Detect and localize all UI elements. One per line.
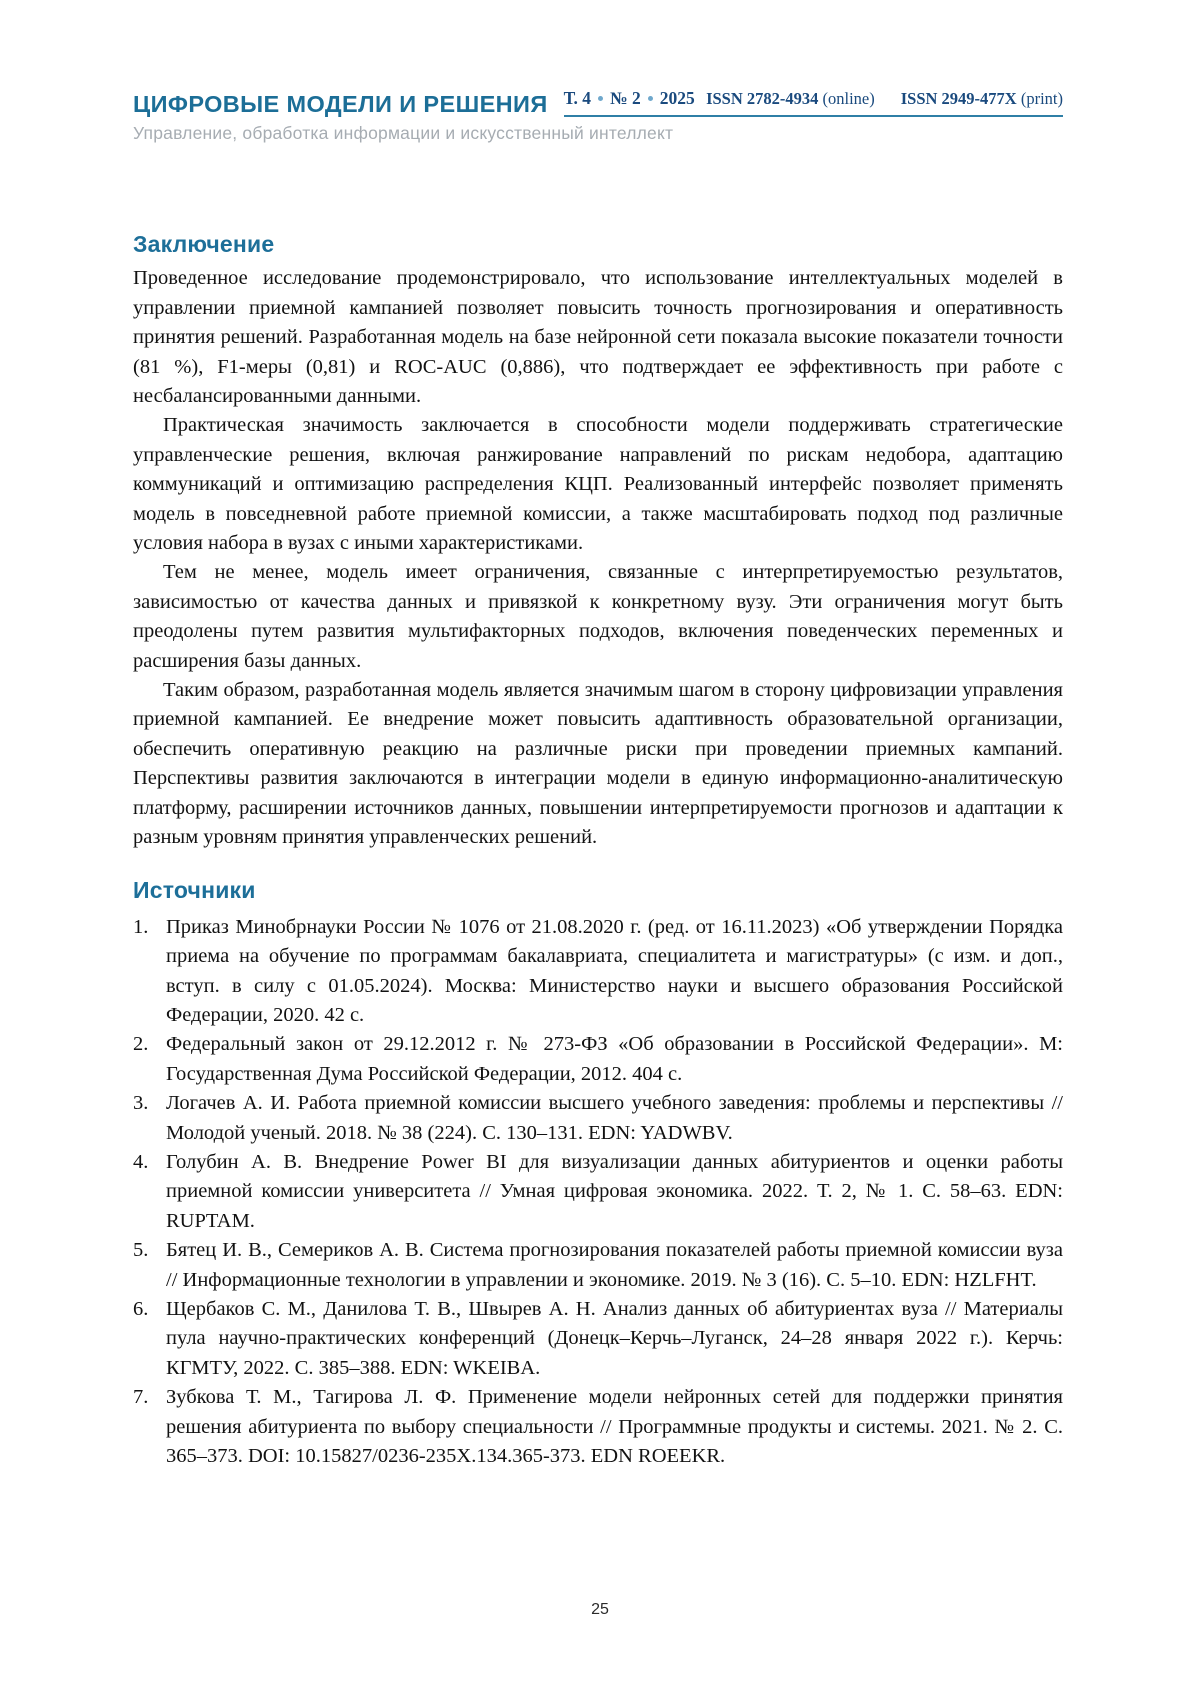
reference-number: 5. xyxy=(133,1239,149,1262)
journal-title: ЦИФРОВЫЕ МОДЕЛИ И РЕШЕНИЯ xyxy=(133,91,548,118)
paragraph: Таким образом, разработанная модель является значимым шагом в сторону цифровизации управления приемной кампанией. Ее внедрение может повысить адаптивность образовательной организации, обеспечить оперативную реакцию на различные риски при проведении приемных кампаний. Перспективы развития заключаются в интеграции модели в единую информационно-аналитическую платформу, расширении источников данных, повышении интерпретируемости прогнозов и адаптации к разным уровням принятия управленческих решений. xyxy=(133,678,1063,849)
reference-item xyxy=(133,1089,1063,1148)
paragraph: Практическая значимость заключается в способности модели поддерживать стратегические управленческие решения, включая ранжирование направлений по рискам недобора, адаптацию коммуникаций и оптимизацию распределения КЦП. Реализованный интерфейс позволяет применять модель в повседневной работе приемной комиссии, а также масштабировать подход под различные условия набора в вузах с иными характеристиками. xyxy=(133,414,1063,554)
issn-print: ISSN 2949-477X xyxy=(900,89,1017,108)
paragraph: Тем не менее, модель имеет ограничения, связанные с интерпретируемостью результатов, зависимостью от качества данных и привязкой к конкретному вузу. Эти ограничения могут быть преодолены путем развития мультифакторных подходов, включения поведенческих переменных и расширения базы данных. xyxy=(133,561,1063,672)
volume-label: Т. 4 xyxy=(563,88,592,108)
paragraph: Проведенное исследование продемонстрировало, что использование интеллектуальных моделей в управлении приемной кампанией позволяет повысить точность прогнозирования и оперативность принятия решений. Разработанная модель на базе нейронной сети показала высокие показатели точности (81 %), F1-меры (0,81) и ROC-AUC (0,886), что подтверждает ее эффективность при работе с несбалансированными данными. xyxy=(133,267,1063,407)
reference-number: 7. xyxy=(133,1386,149,1409)
reference-list xyxy=(133,913,1063,1472)
issue-label: № 2 xyxy=(610,88,641,108)
reference-number: 2. xyxy=(133,1033,149,1056)
issn-online: ISSN 2782-4934 xyxy=(706,89,819,108)
reference-text: Приказ Минобрнауки России № 1076 от 21.08.2020 г. (ред. от 16.11.2023) «Об утверждении Порядка приема на обучение по программам бакалавриата, специалитета и магистратуры» (с изм. и доп., вступ. в силу с 01.05.2024). Москва: Министерство науки и высшего образования Российской Федерации, 2020. 42 с. xyxy=(166,915,1063,1026)
article-body xyxy=(133,232,1063,1471)
separator-dot-icon xyxy=(598,96,603,101)
sources-section xyxy=(133,878,1063,1471)
section-title-conclusion: Заключение xyxy=(133,231,275,257)
header-meta xyxy=(564,88,1063,117)
reference-number: 4. xyxy=(133,1150,149,1173)
section-title-sources: Источники xyxy=(133,877,256,904)
reference-text: Зубкова Т. М., Тагирова Л. Ф. Применение модели нейронных сетей для поддержки принятия решения абитуриента по выбору специальности // Программные продукты и системы. 2021. № 2. С. 365–373. DOI: 10.15827/0236-235X.134.365-373. EDN ROEEKR. xyxy=(166,1386,1063,1468)
reference-text: Логачев А. И. Работа приемной комиссии высшего учебного заведения: проблемы и перспективы // Молодой ученый. 2018. № 38 (224). С. 130–131. EDN: YADWBV. xyxy=(166,1092,1063,1144)
year-label: 2025 xyxy=(659,88,695,108)
reference-item xyxy=(133,1030,1063,1089)
reference-text: Бятец И. В., Семериков А. В. Система прогнозирования показателей работы приемной комиссии вуза // Информационные технологии в управлении и экономике. 2019. № 3 (16). С. 5–10. EDN: HZLFHT. xyxy=(166,1239,1063,1291)
reference-item xyxy=(133,1295,1063,1383)
reference-item xyxy=(133,1236,1063,1295)
issn-online-label: (online) xyxy=(822,89,875,108)
reference-number: 6. xyxy=(133,1298,149,1320)
reference-text: Голубин А. В. Внедрение Power BI для визуализации данных абитуриентов и оценки работы приемной комиссии университета // Умная цифровая экономика. 2022. Т. 2, № 1. С. 58–63. EDN: RUPTAM. xyxy=(166,1150,1063,1232)
reference-text: Щербаков С. М., Данилова Т. В., Швырев А. Н. Анализ данных об абитуриентах вуза // Материалы пула научно-практических конференций (Донецк–Керчь–Луганск, 24–28 января 2022 г.). Керчь: КГМТУ, 2022. С. 385–388. EDN: WKEIBA. xyxy=(166,1298,1063,1379)
reference-number: 3. xyxy=(133,1092,149,1115)
page-header xyxy=(133,88,1063,144)
page-number: 25 xyxy=(591,1601,609,1618)
conclusion-section xyxy=(133,232,1063,852)
separator-dot-icon xyxy=(648,96,653,101)
reference-item xyxy=(133,1383,1063,1471)
volume-issue-year xyxy=(564,88,695,109)
reference-text: Федеральный закон от 29.12.2012 г. № 273-ФЗ «Об образовании в Российской Федерации». М: Государственная Дума Российской Федерации, 2012. 404 с. xyxy=(166,1033,1063,1085)
journal-subtitle: Управление, обработка информации и искусственный интеллект xyxy=(133,123,674,143)
issn-block xyxy=(706,89,1063,109)
reference-item xyxy=(133,1148,1063,1236)
issn-print-label: (print) xyxy=(1020,89,1063,108)
reference-item xyxy=(133,913,1063,1031)
conclusion-text xyxy=(133,264,1063,852)
reference-number: 1. xyxy=(133,915,149,938)
header-row xyxy=(133,88,1063,118)
